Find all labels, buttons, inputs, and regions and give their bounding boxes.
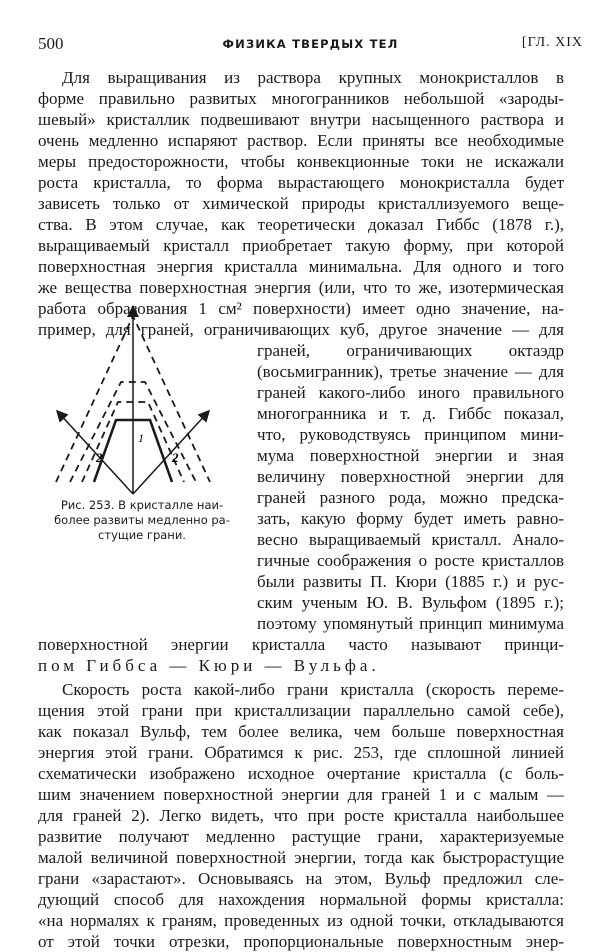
face-label-2-right: 2 [172, 450, 179, 465]
figure-caption-line: Рис. 253. В кристалле наи- [60, 498, 224, 512]
text-line: малой величиной поверхностной энергии, тогда как быстрорастущие [38, 848, 564, 867]
text-line: мума поверхностной энергии и зная [257, 446, 564, 465]
text-line: были развиты П. Кюри (1885 г.) и рус- [257, 572, 564, 591]
text-line: Для выращивания из раствора крупных монокристаллов в [62, 68, 564, 87]
text-line: меры предосторожности, чтобы конвекционные токи не искажали [38, 152, 564, 171]
text-line: выращиваемый кристалл приобретает такую форму, при которой [38, 236, 564, 255]
text-line: Скорость роста какой-либо грани кристалла (скорость переме- [62, 680, 564, 699]
text-line: зависеть только от химической природы кристаллизуемого веще- [38, 194, 564, 213]
text-line: поэтому упомянутый принцип минимума [257, 614, 564, 633]
text-line: поверхностной энергии кристалла часто называют принци- [38, 635, 564, 654]
text-line: величину поверхностной энергии для [257, 467, 564, 486]
text-line: развитие получают медленно растущие грани, характеризуемые [38, 827, 564, 846]
text-line: же вещества поверхностная энергия (или, что то же, изотермическая [38, 278, 564, 297]
text-line: роста кристалла, то форма вырастающего монокристалла будет [38, 173, 564, 192]
text-line: дующий способ для нахождения нормальной формы кристалла: [38, 890, 564, 909]
text-line: граней какого-либо иного правильного [257, 383, 564, 402]
page-number: 500 [38, 34, 64, 53]
text-line: пример, для граней, ограничивающих куб, другое значение — для [38, 320, 564, 339]
face-label-1: 1 [138, 431, 144, 445]
text-line: ства. В этом случае, как теоретически доказал Гиббс (1878 г.), [38, 215, 564, 234]
text-line: форме правильно развитых многогранников небольшой «зароды- [38, 89, 564, 108]
text-line: многогранника и т. д. Гиббс показал, [257, 404, 564, 423]
text-line: для граней 2). Легко видеть, что при росте кристалла наибольшее [38, 806, 564, 825]
running-header [38, 34, 583, 56]
text-line: грани «зарастают». Основываясь на этом, Вульф предложил сле- [38, 869, 564, 888]
text-line: как показал Вульф, тем более велика, чем больше поверхностная [38, 722, 564, 741]
text-line: «на нормалях к граням, проведенных из одной точки, откладываются [38, 911, 564, 930]
crystal-growth-figure [36, 294, 248, 516]
chapter-label: [ГЛ. XIX [521, 35, 583, 50]
running-title: ФИЗИКА ТВЕРДЫХ ТЕЛ [222, 37, 399, 51]
figure-caption-line: стущие грани. [98, 528, 186, 542]
text-line: весно выращиваемый кристалл. Анало- [257, 530, 564, 549]
text-line: очень медленно испаряют раствор. Если приняты все необходимые [38, 131, 564, 150]
text-line: поверхностная энергия кристалла минимальна. Для одного и того [38, 257, 564, 276]
text-line: работа образования 1 см² поверхности) имеет одно значение, на- [38, 299, 564, 318]
text-line: щения этой грани при кристаллизации параллельно самой себе), [38, 701, 564, 720]
text-line: гичные соображения о росте кристаллов [257, 551, 564, 570]
text-line: зать, какую форму будет иметь равно- [257, 509, 564, 528]
text-line: от этой точки отрезки, пропорциональные поверхностным энер- [38, 932, 564, 951]
text-line: схематически изображено исходное очертание кристалла (с боль- [38, 764, 564, 783]
text-line: граней разного рода, можно предска- [257, 488, 564, 507]
text-line: шевый» кристаллик подвешивают внутри насыщенного раствора и [38, 110, 564, 129]
face-label-2-left: 2 [96, 450, 103, 465]
text-line: что, руководствуясь принципом мини- [257, 425, 564, 444]
text-line: пом Гиббса — Кюри — Вульфа. [38, 656, 380, 675]
text-line: (восьмигранник), третье значение — для [257, 362, 564, 381]
text-line: шим значением поверхностной энергии для граней 1 и с малым — [38, 785, 564, 804]
text-line: граней, ограничивающих октаэдр [257, 341, 564, 360]
figure-caption-line: более развиты медленно ра- [54, 513, 230, 527]
text-line: энергия этой грани. Обратимся к рис. 253, где сплошной линией [38, 743, 564, 762]
text-line: ским ученым Ю. В. Вульфом (1895 г.); [257, 593, 564, 612]
